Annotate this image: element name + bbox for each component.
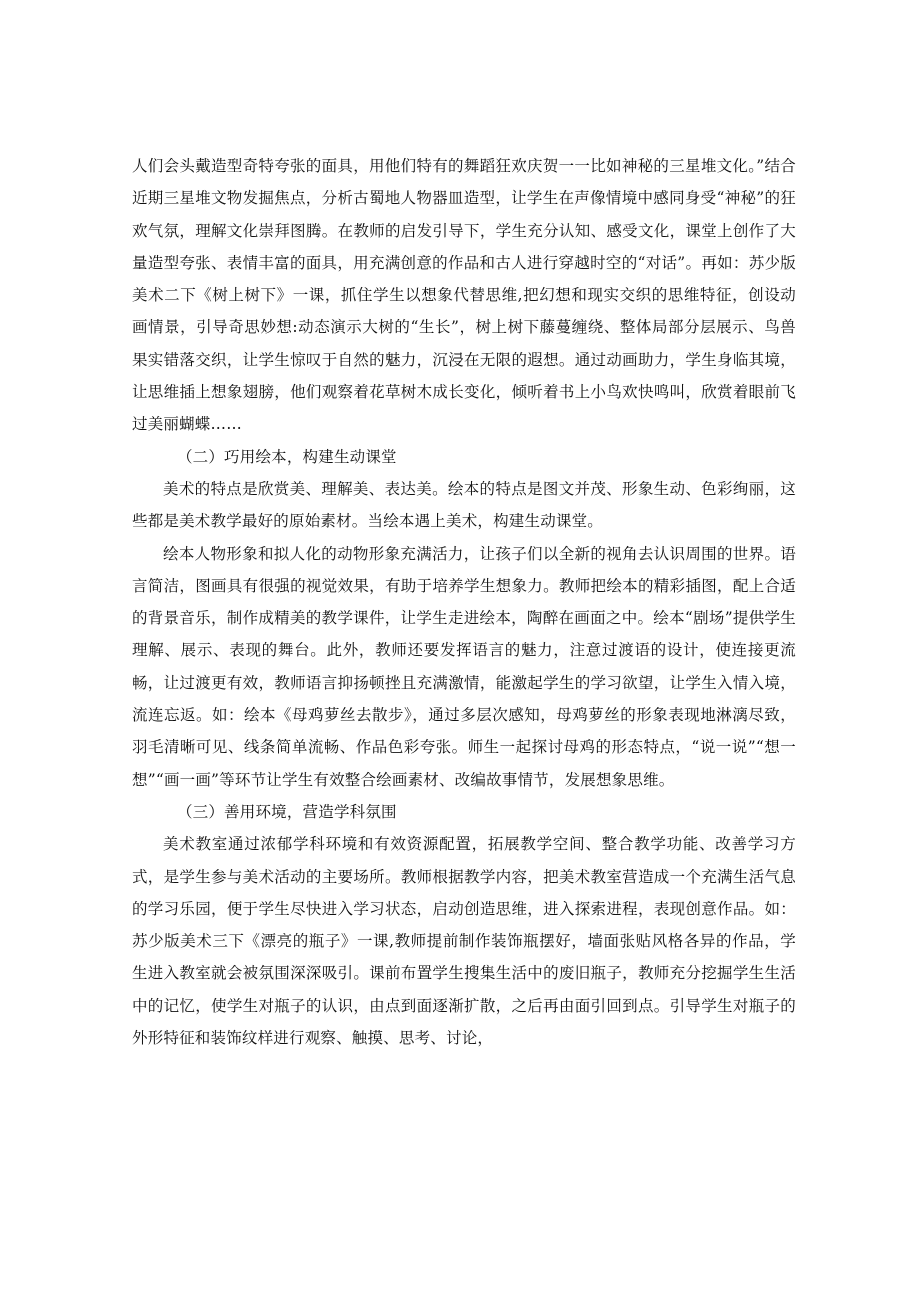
paragraph-sanxingdui-continued: 人们会头戴造型奇特夸张的面具，用他们特有的舞蹈狂欢庆贺一一比如神秘的三星堆文化。”结合近期三星堆文物发掘焦点，分析古蜀地人物器皿造型，让学生在声像情境中感同身受“神秘”的狂欢气氛，理解文化崇拜图腾。在教师的启发引导下，学生充分认知、感受文化，课堂上创作了大量造型夸张、表情丰富的面具，用充满创意的作品和古人进行穿越时空的“对话”。再如：苏少版美术二下《树上树下》一课，抓住学生以想象代替思维,把幻想和现实交织的思维特征，创设动画情景，引导奇思妙想:动态演示大树的“生长”，树上树下藤蔓缠绕、整体局部分层展示、鸟兽果实错落交织，让学生惊叹于自然的魅力，沉浸在无限的遐想。通过动画助力，学生身临其境，让思维插上想象翅膀，他们观察着花草树木成长变化，倾听着书上小鸟欢快鸣叫，欣赏着眼前飞过美丽蝴蝶…… — [132, 157, 796, 434]
paragraph-art-classroom: 美术教室通过浓郁学科环境和有效资源配置，拓展教学空间、整合教学功能、改善学习方式，是学生参与美术活动的主要场所。教师根据教学内容，把美术教室营造成一个充满生活气息的学习乐园，便于学生尽快进入学习状态，启动创造思维，进入探索进程，表现创意作品。如：苏少版美术三下《漂亮的瓶子》一课,教师提前制作装饰瓶摆好，墙面张贴风格各异的作品，学生进入教室就会被氛围深深吸引。课前布置学生搜集生活中的废旧瓶子，教师充分挖掘学生生活中的记忆，使学生对瓶子的认识，由点到面逐渐扩散，之后再由面引回到点。引导学生对瓶子的外形特征和装饰纹样进行观察、触摸、思考、讨论， — [132, 835, 796, 1048]
paragraph-art-features: 美术的特点是欣赏美、理解美、表达美。绘本的特点是图文并茂、形象生动、色彩绚丽，这些都是美术教学最好的原始素材。当绘本遇上美术，构建生动课堂。 — [132, 479, 796, 531]
section-heading-environment: （三）善用环境，营造学科氛围 — [176, 802, 397, 821]
document-body — [132, 150, 796, 1054]
section-heading-picture-books: （二）巧用绘本，构建生动课堂 — [176, 447, 397, 466]
paragraph-picture-book-teaching: 绘本人物形象和拟人化的动物形象充满活力，让孩子们以全新的视角去认识周围的世界。语言简洁，图画具有很强的视觉效果，有助于培养学生想象力。教师把绘本的精彩插图，配上合适的背景音乐，制作成精美的教学课件，让学生走进绘本，陶醉在画面之中。绘本“剧场”提供学生理解、展示、表现的舞台。此外，教师还要发挥语言的魅力，注意过渡语的设计，使连接更流畅，让过渡更有效，教师语言抑扬顿挫且充满激情，能激起学生的学习欲望，让学生入情入境，流连忘返。如：绘本《母鸡萝丝去散步》，通过多层次感知，母鸡萝丝的形象表现地淋漓尽致，羽毛清晰可见、线条简单流畅、作品色彩夸张。师生一起探讨母鸡的形态特点，“说一说”“想一想”“画一画”等环节让学生有效整合绘画素材、改编故事情节，发展想象思维。 — [132, 544, 796, 789]
